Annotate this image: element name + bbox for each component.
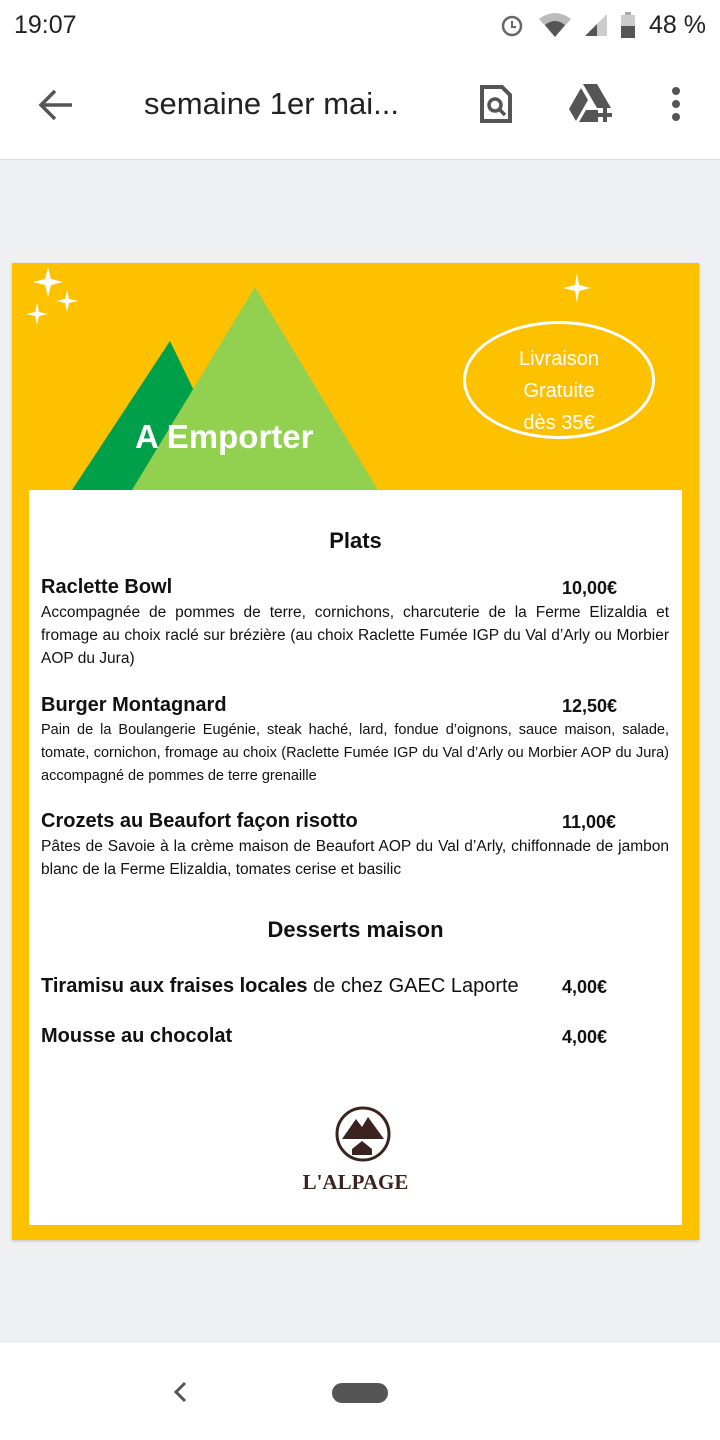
- item-price: 12,50€: [562, 696, 618, 716]
- badge-line: Livraison: [518, 348, 600, 370]
- dessert-item: [41, 1025, 669, 1048]
- menu-item: [41, 576, 669, 670]
- item-price: 10,00€: [562, 578, 618, 598]
- battery-icon: [621, 12, 635, 38]
- item-name: Crozets au Beaufort façon risotto: [41, 810, 358, 832]
- menu-item: [41, 694, 669, 788]
- sparkle-icons: [26, 267, 591, 325]
- nav-back-icon[interactable]: [172, 1381, 188, 1403]
- badge-line: Gratuite: [523, 380, 595, 402]
- clock: 19:07: [14, 10, 77, 39]
- document-title: semaine 1er mai...: [144, 86, 399, 121]
- alarm-icon: [499, 12, 525, 38]
- item-name: Burger Montagnard: [41, 694, 227, 716]
- desserts-heading: Desserts maison: [267, 917, 444, 942]
- menu-card: [29, 490, 682, 1225]
- item-origin: de chez GAEC Laporte: [307, 975, 519, 997]
- item-name: Raclette Bowl: [41, 576, 173, 598]
- item-description: Pain de la Boulangerie Eugénie, steak haché, lard, fondue d’oignons, sauce maison, salade, tomate, cornichon, fromage au choix (Raclette Fumée IGP du Val d’Arly ou Morbier AOP du Jura) accompagné de pommes de terre grenaille: [41, 722, 669, 784]
- item-description: Accompagnée de pommes de terre, cornichons, charcuterie de la Ferme Elizaldia et fromage au choix raclé sur brézière (au choix Raclette Fumée IGP du Val d’Arly ou Morbier AOP du Jura): [41, 604, 669, 667]
- item-name: Mousse au chocolat: [41, 1025, 233, 1047]
- battery-level: 48 %: [649, 10, 706, 39]
- plats-heading: Plats: [329, 528, 382, 553]
- item-description: Pâtes de Savoie à la crème maison de Beaufort AOP du Val d’Arly, chiffonnade de jambon blanc de la Ferme Elizaldia, tomates cerise et basilic: [41, 838, 669, 878]
- app-bar: [0, 50, 720, 160]
- back-arrow-icon[interactable]: [38, 88, 74, 122]
- free-delivery-badge: [463, 321, 655, 439]
- dessert-item: [41, 975, 669, 998]
- signal-icon: [585, 14, 607, 36]
- more-options-icon[interactable]: [670, 86, 682, 122]
- add-to-drive-icon[interactable]: [569, 84, 615, 124]
- menu-item: [41, 810, 669, 881]
- home-pill[interactable]: [332, 1383, 388, 1403]
- status-bar: [0, 0, 720, 50]
- pdf-page: [12, 263, 699, 1240]
- badge-line: dès 35€: [523, 412, 595, 434]
- navigation-bar: [0, 1343, 720, 1440]
- item-price: 4,00€: [562, 977, 608, 997]
- wifi-icon: [539, 13, 571, 37]
- alpage-logo-text: L'ALPAGE: [302, 1170, 409, 1194]
- find-in-page-icon[interactable]: [479, 84, 513, 124]
- item-price: 4,00€: [562, 1027, 608, 1047]
- item-price: 11,00€: [562, 812, 617, 832]
- banner-title: A Emporter: [135, 418, 314, 455]
- item-name: Tiramisu aux fraises locales: [41, 975, 308, 997]
- alpage-logo-icon: [334, 1105, 392, 1163]
